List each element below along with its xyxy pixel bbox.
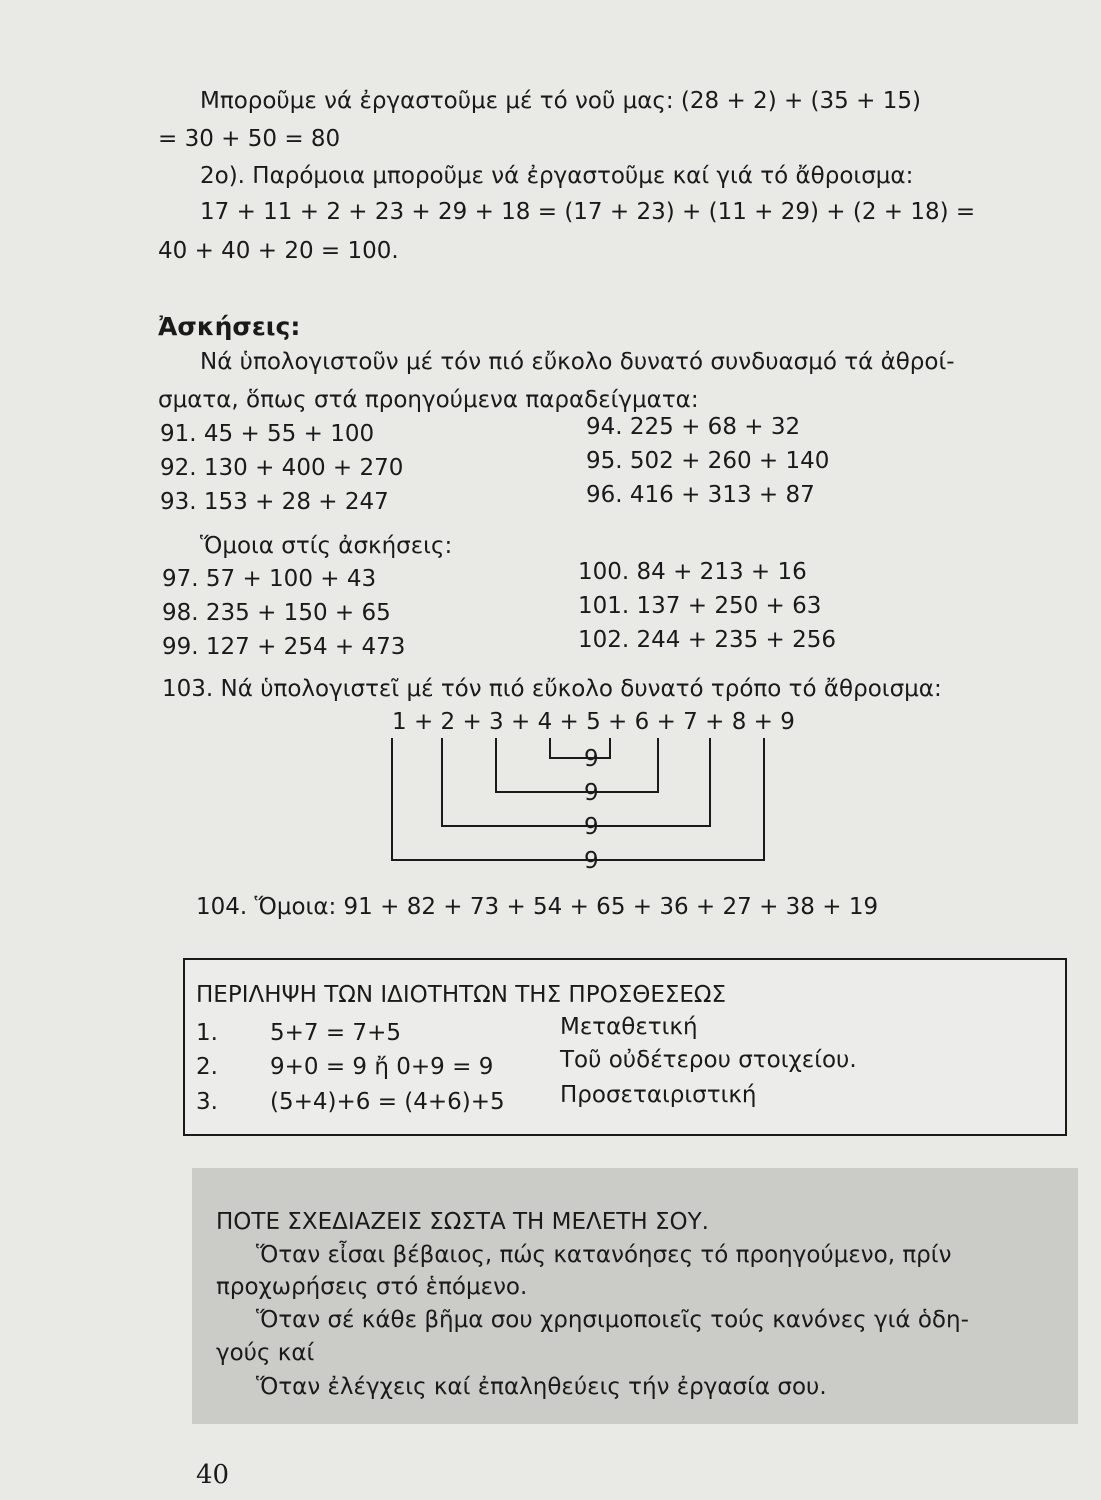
summary-row-2-formula: 9+0 = 9 ἤ 0+9 = 9 <box>270 1054 494 1080</box>
summary-row-1-num: 1. <box>196 1020 218 1046</box>
bracket-2-8 <box>442 738 710 826</box>
exercise-104: 104. Ὅμοια: 91 + 82 + 73 + 54 + 65 + 36 + 27 + 38 + 19 <box>196 894 879 920</box>
intro-line-4: 17 + 11 + 2 + 23 + 29 + 18 = (17 + 23) + (11 + 29) + (2 + 18) = <box>200 199 976 225</box>
exercise-103-sum: 1 + 2 + 3 + 4 + 5 + 6 + 7 + 8 + 9 <box>392 709 795 735</box>
exercise-97: 97. 57 + 100 + 43 <box>162 566 377 592</box>
pair-result-2: 9 <box>584 780 599 806</box>
summary-row-1-name: Μεταθετική <box>560 1014 698 1040</box>
pair-result-4: 9 <box>584 848 599 874</box>
exercise-101: 101. 137 + 250 + 63 <box>578 593 822 619</box>
exercises-instruction-1: Νά ὑπολογιστοῦν μέ τόν πιό εὔκολο δυνατό συνδυασμό τά ἀθροί- <box>200 349 955 375</box>
bracket-4-6 <box>550 738 610 758</box>
bracket-1-9 <box>392 738 764 860</box>
exercises-heading: Ἀσκήσεις: <box>158 312 301 341</box>
bracket-3-7 <box>496 738 658 792</box>
tip-line-4: γούς καί <box>216 1340 315 1366</box>
intro-line-5: 40 + 40 + 20 = 100. <box>158 238 399 264</box>
summary-row-2-num: 2. <box>196 1054 218 1080</box>
exercise-92: 92. 130 + 400 + 270 <box>160 455 404 481</box>
tip-line-1: Ὅταν εἶσαι βέβαιος, πώς κατανόησες τό προηγούμενο, πρίν <box>256 1242 952 1268</box>
exercise-102: 102. 244 + 235 + 256 <box>578 627 837 653</box>
exercise-95: 95. 502 + 260 + 140 <box>586 448 830 474</box>
pair-result-3: 9 <box>584 814 599 840</box>
intro-line-1: Μποροῦμε νά ἐργαστοῦμε μέ τό νοῦ μας: (28 + 2) + (35 + 15) <box>200 88 921 114</box>
exercise-103: 103. Νά ὑπολογιστεῖ μέ τόν πιό εὔκολο δυνατό τρόπο τό ἄθροισμα: <box>162 676 942 702</box>
tip-line-5: Ὅταν ἐλέγχεις καί ἐπαληθεύεις τήν ἐργασία σου. <box>256 1374 827 1400</box>
summary-row-3-num: 3. <box>196 1089 218 1115</box>
intro-line-3: 2ο). Παρόμοια μποροῦμε νά ἐργαστοῦμε καί γιά τό ἄθροισμα: <box>200 163 914 189</box>
exercise-99: 99. 127 + 254 + 473 <box>162 634 406 660</box>
exercise-91: 91. 45 + 55 + 100 <box>160 421 375 447</box>
exercise-98: 98. 235 + 150 + 65 <box>162 600 391 626</box>
summary-row-3-formula: (5+4)+6 = (4+6)+5 <box>270 1089 505 1115</box>
summary-row-3-name: Προσεταιριστική <box>560 1082 757 1108</box>
summary-title: ΠΕΡΙΛΗΨΗ ΤΩΝ ΙΔΙΟΤΗΤΩΝ ΤΗΣ ΠΡΟΣΘΕΣΕΩΣ <box>196 982 727 1008</box>
exercise-94: 94. 225 + 68 + 32 <box>586 414 801 440</box>
exercise-96: 96. 416 + 313 + 87 <box>586 482 815 508</box>
similar-label: Ὅμοια στίς ἀσκήσεις: <box>200 533 453 559</box>
exercise-100: 100. 84 + 213 + 16 <box>578 559 807 585</box>
exercise-93: 93. 153 + 28 + 247 <box>160 489 389 515</box>
exercises-instruction-2: σματα, ὅπως στά προηγούμενα παραδείγματα: <box>158 387 699 413</box>
summary-row-1-formula: 5+7 = 7+5 <box>270 1020 401 1046</box>
tip-line-3: Ὅταν σέ κάθε βῆμα σου χρησιμοποιεῖς τούς κανόνες γιά ὁδη- <box>256 1307 969 1333</box>
tip-line-2: προχωρήσεις στό ἑπόμενο. <box>216 1274 528 1300</box>
pair-result-1: 9 <box>584 746 599 772</box>
intro-line-2: = 30 + 50 = 80 <box>158 126 341 152</box>
summary-row-2-name: Τοῦ οὐδέτερου στοιχείου. <box>560 1047 857 1073</box>
page-number: 40 <box>196 1460 230 1490</box>
tip-title: ΠΟΤΕ ΣΧΕΔΙΑΖΕΙΣ ΣΩΣΤΑ ΤΗ ΜΕΛΕΤΗ ΣΟΥ. <box>216 1209 709 1235</box>
